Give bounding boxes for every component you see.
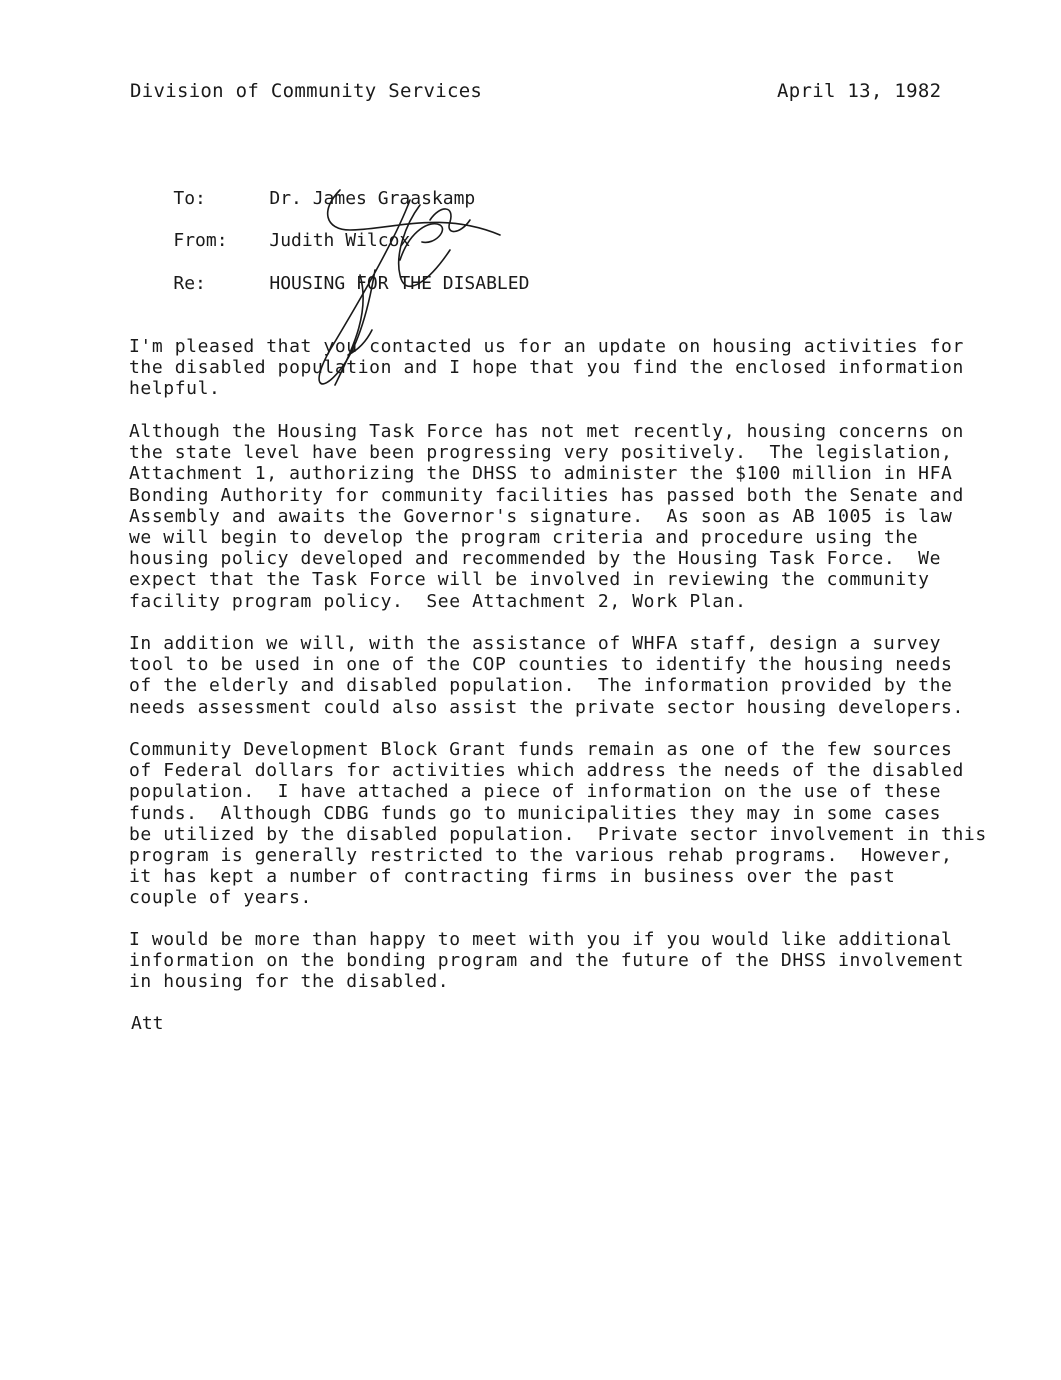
- to-label: To:: [173, 188, 206, 209]
- re-value: HOUSING FOR THE DISABLED: [269, 273, 530, 294]
- paragraph-cdbg: Community Development Block Grant funds remain as one of the few sources of Federal dollars for activities which address the needs of the disabled population. I have attached a piece of information on the use of these funds. Although CDBG funds go to municipalities they may in some cases be utilized by the disabled population. Private sector involvement in this program is generally restricted to the various rehab programs. However, it has kept a number of contracting firms in business over the past couple of years.: [129, 739, 987, 909]
- organization-name: Division of Community Services: [130, 80, 483, 102]
- paragraph-task-force: Although the Housing Task Force has not met recently, housing concerns on the state level have been progressing very positively. The legislation, Attachment 1, authorizing the DHSS to administer the $100 million in HFA Bonding Authority for community facilities has passed both the Senate and Assembly and awaits the Governor's signature. As soon as AB 1005 is law we will begin to develop the program criteria and procedure using the housing policy developed and recommended by the Housing Task Force. We expect that the Task Force will be involved in reviewing the community facility program policy. See Attachment 2, Work Plan.: [129, 421, 964, 612]
- paragraph-survey: In addition we will, with the assistance of WHFA staff, design a survey tool to be used in one of the COP counties to identify the housing needs of the elderly and disabled population. The information provided by the needs assessment could also assist the private sector housing developers.: [129, 633, 964, 718]
- re-row: [130, 252, 529, 315]
- enclosure-notation: Att: [131, 1013, 164, 1034]
- paragraph-closing: I would be more than happy to meet with you if you would like additional information on the bonding program and the future of the DHSS involvement in housing for the disabled.: [129, 929, 964, 993]
- memo-date: April 13, 1982: [777, 80, 942, 102]
- re-label: Re:: [173, 273, 206, 294]
- from-value: Judith Wilcox: [269, 230, 411, 251]
- to-value: Dr. James Graaskamp: [269, 188, 476, 209]
- from-label: From:: [173, 230, 228, 251]
- paragraph-intro: I'm pleased that you contacted us for an update on housing activities for the disabled population and I hope that you find the enclosed information helpful.: [129, 336, 964, 400]
